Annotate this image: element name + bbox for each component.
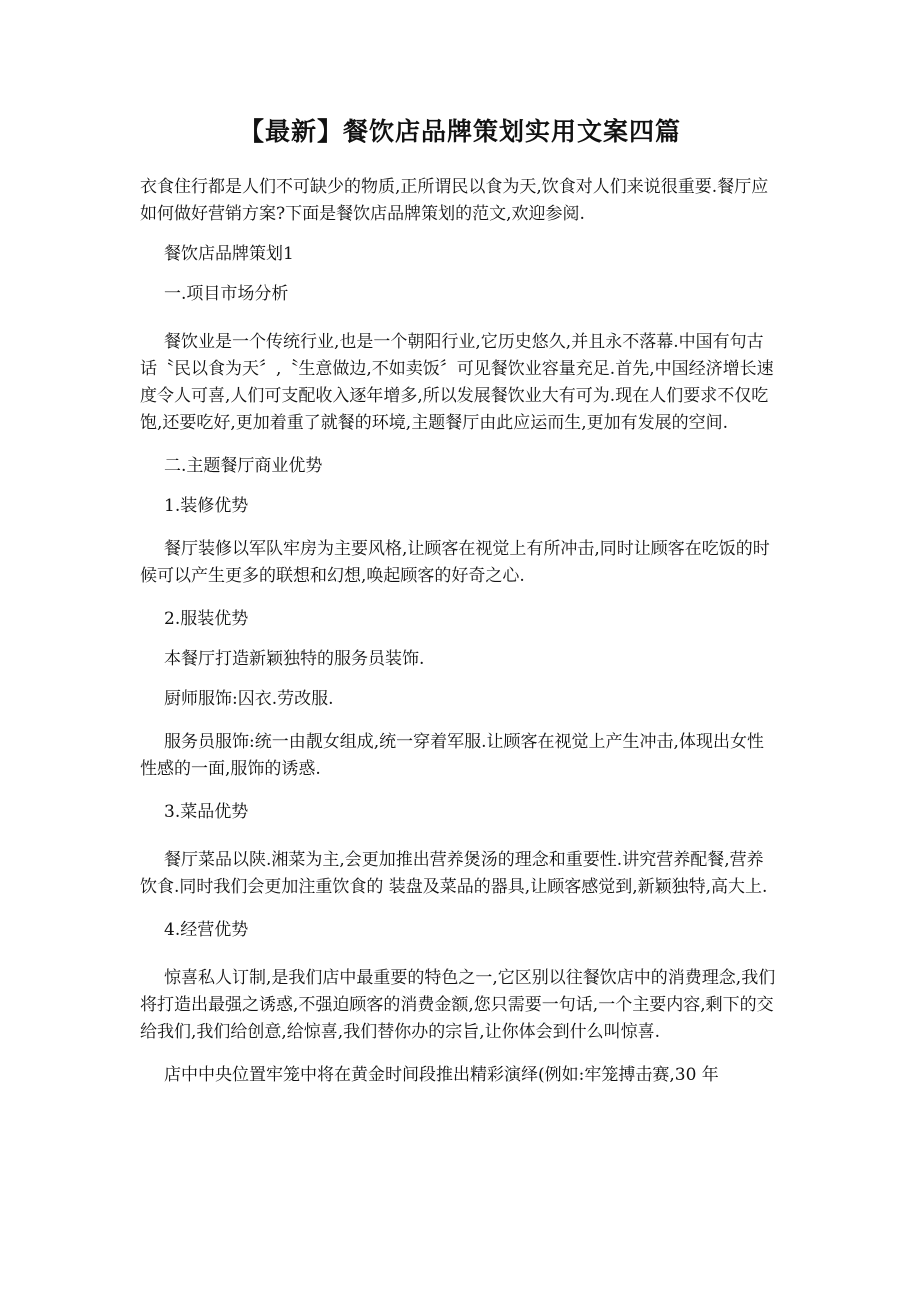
body-paragraph: 惊喜私人订制,是我们店中最重要的特色之一,它区别以往餐饮店中的消费理念,我们将打造出最强之诱惑,不强迫顾客的消费金额,您只需要一句话,一个主要内容,剩下的交给我们,我们给创意,给惊喜,我们替你办的宗旨,让你体会到什么叫惊喜.	[140, 968, 776, 1042]
section-heading: 餐饮店品牌策划1	[164, 244, 294, 264]
document-body	[140, 174, 780, 1089]
item-heading: 4.经营优势	[164, 920, 249, 940]
subsection-heading: 一.项目市场分析	[164, 284, 289, 304]
body-paragraph: 餐饮业是一个传统行业,也是一个朝阳行业,它历史悠久,并且永不落幕.中国有句古话〝民以食为天〞,〝生意做边,不如卖饭〞可见餐饮业容量充足.首先,中国经济增长速度令人可喜,人们可支配收入逐年增多,所以发展餐饮业大有可为.现在人们要求不仅吃饱,还要吃好,更加着重了就餐的环境,主题餐厅由此应运而生,更加有发展的空间.	[140, 332, 774, 433]
body-paragraph: 厨师服饰:囚衣.劳改服.	[164, 689, 334, 709]
subsection-heading: 二.主题餐厅商业优势	[164, 456, 323, 476]
body-paragraph: 服务员服饰:统一由靓女组成,统一穿着军服.让顾客在视觉上产生冲击,体现出女性性感的一面,服饰的诱惑.	[140, 732, 764, 779]
body-paragraph: 餐厅装修以军队牢房为主要风格,让顾客在视觉上有所冲击,同时让顾客在吃饭的时候可以产生更多的联想和幻想,唤起顾客的好奇之心.	[140, 539, 770, 586]
intro-paragraph: 衣食住行都是人们不可缺少的物质,正所谓民以食为天,饮食对人们来说很重要.餐厅应如何做好营销方案?下面是餐饮店品牌策划的范文,欢迎参阅.	[140, 177, 769, 224]
body-paragraph: 店中中央位置牢笼中将在黄金时间段推出精彩演绎(例如:牢笼搏击赛,30 年	[164, 1065, 719, 1085]
document-title: 【最新】餐饮店品牌策划实用文案四篇	[238, 117, 681, 146]
item-heading: 2.服装优势	[164, 609, 249, 629]
item-heading: 1.装修优势	[164, 496, 249, 516]
body-paragraph: 餐厅菜品以陕.湘菜为主,会更加推出营养煲汤的理念和重要性.讲究营养配餐,营养饮食.同时我们会更加注重饮食的 装盘及菜品的器具,让顾客感觉到,新颖独特,高大上.	[140, 850, 768, 897]
item-heading: 3.菜品优势	[164, 802, 249, 822]
body-paragraph: 本餐厅打造新颖独特的服务员装饰.	[164, 649, 425, 669]
